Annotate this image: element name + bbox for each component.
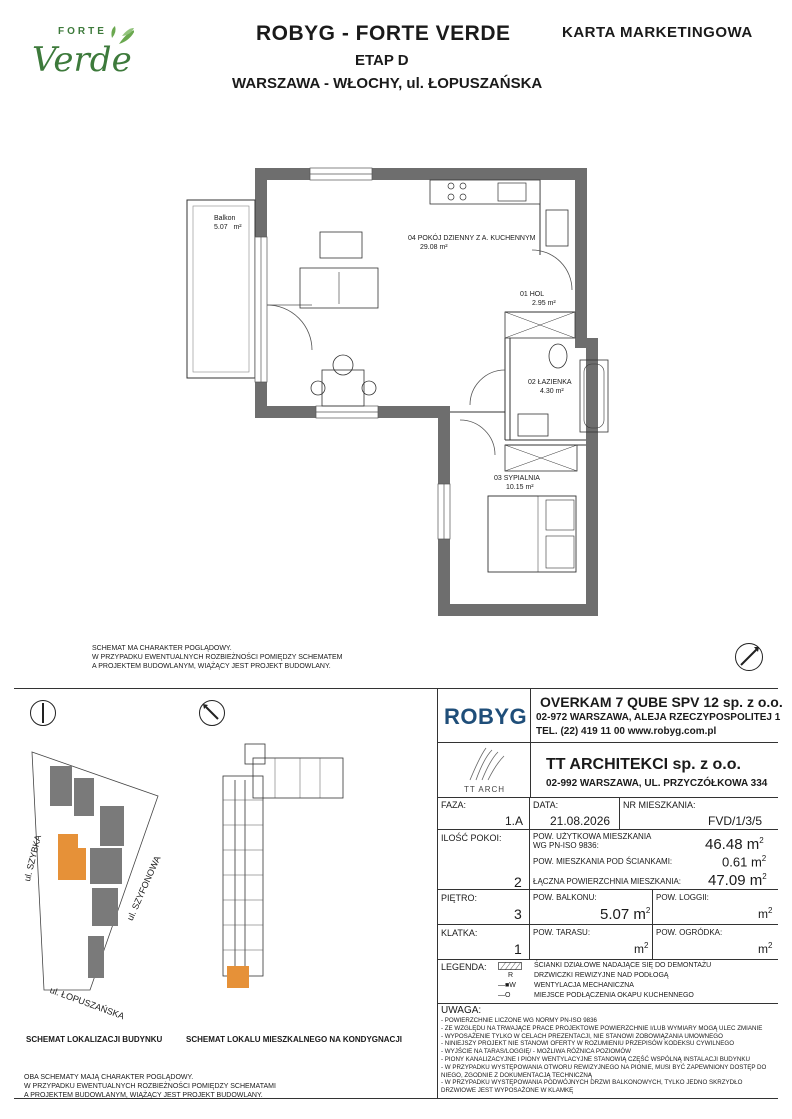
nr-label: NR MIESZKANIA:: [623, 800, 696, 810]
stage-label: ETAP D: [355, 52, 409, 69]
taras-label: POW. TARASU:: [533, 928, 591, 937]
pow-uzytkowa-label: POW. UŻYTKOWA MIESZKANIA WG PN-ISO 9836:: [533, 832, 652, 850]
tt-arch-logo-icon: [466, 746, 508, 782]
pokoje-label: ILOŚĆ POKOI:: [441, 833, 502, 843]
ogrodek-unit: $m^2$: [758, 941, 773, 956]
pow-scianki-label: POW. MIESZKANIA POD ŚCIANKAMI:: [533, 857, 673, 866]
nr-value: FVD/1/3/5: [708, 814, 763, 828]
notes-title: UWAGA:: [441, 1005, 482, 1016]
architect-name: TT ARCHITEKCI sp. z o.o.: [546, 756, 741, 773]
legend-item-rewizja: DRZWICZKI REWIZYJNE NAD PODŁOGĄ: [534, 972, 669, 979]
card-label: KARTA MARKETINGOWA: [562, 24, 753, 41]
floor-schematic: [215, 740, 355, 990]
architect-address: 02-992 WARSZAWA, UL. PRZYCZÓŁKOWA 334: [546, 778, 768, 789]
caption-floor-schematic: SCHEMAT LOKALU MIESZKALNEGO NA KONDYGNACJI: [186, 1035, 402, 1044]
page-title: ROBYG - FORTE VERDE: [256, 22, 511, 45]
pietro-value: 3: [514, 906, 522, 922]
legend-symbol-w: —■W: [498, 982, 516, 989]
street-szybka: ul. SZYBKA: [22, 833, 44, 883]
grid-row-4: [437, 959, 778, 960]
pokoje-value: 2: [514, 874, 522, 890]
loggia-unit: $m^2$: [758, 906, 773, 921]
tt-arch-brand: TT ARCH: [464, 785, 506, 794]
street-lopuszanska: ul. ŁOPUSZAŃSKA: [48, 985, 126, 1022]
grid-col-2: [619, 797, 620, 829]
grid-row-1: [437, 829, 778, 830]
taras-unit: $m^2$: [634, 941, 649, 956]
grid-row-2: [437, 889, 778, 890]
legend-hatch-icon: [498, 962, 522, 970]
investor-address: 02-972 WARSZAWA, ALEJA RZECZYPOSPOLITEJ 1: [536, 712, 781, 723]
balcony-label: Balkon 5.07 m²: [214, 215, 242, 231]
ogrodek-label: POW. OGRÓDKA:: [656, 928, 723, 937]
logo-verde: Verde: [32, 40, 132, 80]
room-hall-label: 01 HOL 2.95 m²: [520, 291, 556, 307]
grid-col-1: [529, 797, 530, 959]
divider-logo: [530, 688, 531, 798]
north-arrow-icon: [735, 643, 763, 671]
balkon-value: 5.07 $m^2$: [600, 906, 651, 923]
pow-scianki-value: 0.61 $m^2$: [722, 854, 767, 870]
klatka-value: 1: [514, 941, 522, 957]
grid-row-3: [437, 924, 778, 925]
room-living-label: 04 POKÓJ DZIENNY Z A. KUCHENNYM 29.08 m²: [408, 235, 536, 251]
legend-item-demontaz: ŚCIANKI DZIAŁOWE NADAJĄCE SIĘ DO DEMONTAŻU: [534, 962, 712, 969]
room-bathroom-label: 02 ŁAZIENKA 4.30 m²: [528, 379, 572, 395]
caption-site-location: SCHEMAT LOKALIZACJI BUDYNKU: [26, 1035, 163, 1044]
investor-contact: TEL. (22) 419 11 00 www.robyg.com.pl: [536, 726, 717, 737]
notes-list: - POWIERZCHNIE LICZONE WG NORMY PN-ISO 9836 - ZE WZGLĘDU NA TRWAJĄCE PRACE PROJEKTOWE POWIERZCHNIE I/LUB WYMIARY MOGĄ ULEC ZMIANIE - WYPOSAŻENIE TYLKO W CELACH PREZENTACJI, NIE STANOWI ZOBOWIĄZANIA UMOWNEGO - NINIEJSZY PROJEKT NIE STANOWI OFERTY W ROZUMIENIU PRZEPISÓW KODEKSU CYWILNEGO - WYJŚCIE NA TARAS/LOGGIĘ/ - MOŻLIWA RÓŻNICA POZIOMÓW - PIONY KANALIZACYJNE I PIONY WENTYLACYJNE STANOWIĄ CZĘŚĆ WSPÓLNĄ INSTALACJI BUDYNKU - W PRZYPADKU WYSTĘPOWANIA OTWORU REWIZYJNEGO NA PIONIE, MUSI BYĆ ZAPEWNIONY DOSTĘP DO NIEGO, ZGODNIE Z DOKUMENTACJĄ TECHNICZNĄ - W PRZYPADKU WYSTĘPOWANIA PODWÓJNYCH DRZWI BALKONOWYCH, TYLKO JEDNO SKRZYDŁO DRZWIOWE JEST WYPOSAŻONE W KLAMKĘ: [441, 1017, 767, 1095]
robyg-logo: ROBYG: [444, 704, 528, 729]
faza-label: FAZA:: [441, 800, 467, 810]
divider-right-panel: [437, 688, 438, 1098]
loggia-label: POW. LOGGII:: [656, 893, 709, 902]
pow-laczna-value: 47.09 $m^2$: [708, 872, 767, 889]
legend-title: LEGENDA:: [441, 962, 487, 972]
pow-uzytkowa-value: 46.48 $m^2$: [705, 836, 764, 853]
divider-bottom-section: [14, 688, 778, 689]
address-label: WARSZAWA - WŁOCHY, ul. ŁOPUSZAŃSKA: [232, 75, 543, 92]
legend-symbol-o: —O: [498, 992, 511, 999]
room-bedroom-label: 03 SYPIALNIA 10.15 m²: [494, 475, 540, 491]
faza-value: 1.A: [505, 814, 524, 828]
pietro-label: PIĘTRO:: [441, 893, 478, 903]
divider-legend: [437, 1003, 778, 1004]
data-label: DATA:: [533, 800, 559, 810]
klatka-label: KLATKA:: [441, 928, 478, 938]
divider-architect: [437, 797, 778, 798]
investor-name: OVERKAM 7 QUBE SPV 12 sp. z o.o.: [540, 694, 783, 710]
pow-laczna-label: ŁĄCZNA POWIERZCHNIA MIESZKANIA:: [533, 877, 682, 886]
legend-item-wentylacja: WENTYLACJA MECHANICZNA: [534, 982, 634, 989]
site-north-icon: [30, 700, 56, 726]
legend-item-okap: MIEJSCE PODŁĄCZENIA OKAPU KUCHENNEGO: [534, 992, 694, 999]
data-value: 21.08.2026: [550, 814, 611, 828]
logo-forte: FORTE: [58, 26, 107, 37]
disclaimer-bottom: OBA SCHEMATY MAJĄ CHARAKTER POGLĄDOWY. W PRZYPADKU EWENTUALNYCH ROZBIEŻNOŚCI POMIĘDZY SCHEMATAMI A PROJEKTEM BUDOWLANYM, WIĄŻĄCY JEST PROJEKT BUDOWLANY.: [24, 1074, 276, 1099]
legend-symbol-r: R: [508, 972, 514, 979]
divider-investor: [437, 742, 778, 743]
floor-north-icon: [199, 700, 225, 726]
disclaimer-top: SCHEMAT MA CHARAKTER POGLĄDOWY. W PRZYPADKU EWENTUALNYCH ROZBIEŻNOŚCI POMIĘDZY SCHEMATEM A PROJEKTEM BUDOWLANYM, WIĄŻĄCY JEST PROJEKT BUDOWLANY.: [92, 645, 343, 670]
street-szyfonowa: ul. SZYFONOWA: [125, 854, 163, 923]
balkon-label: POW. BALKONU:: [533, 893, 597, 902]
